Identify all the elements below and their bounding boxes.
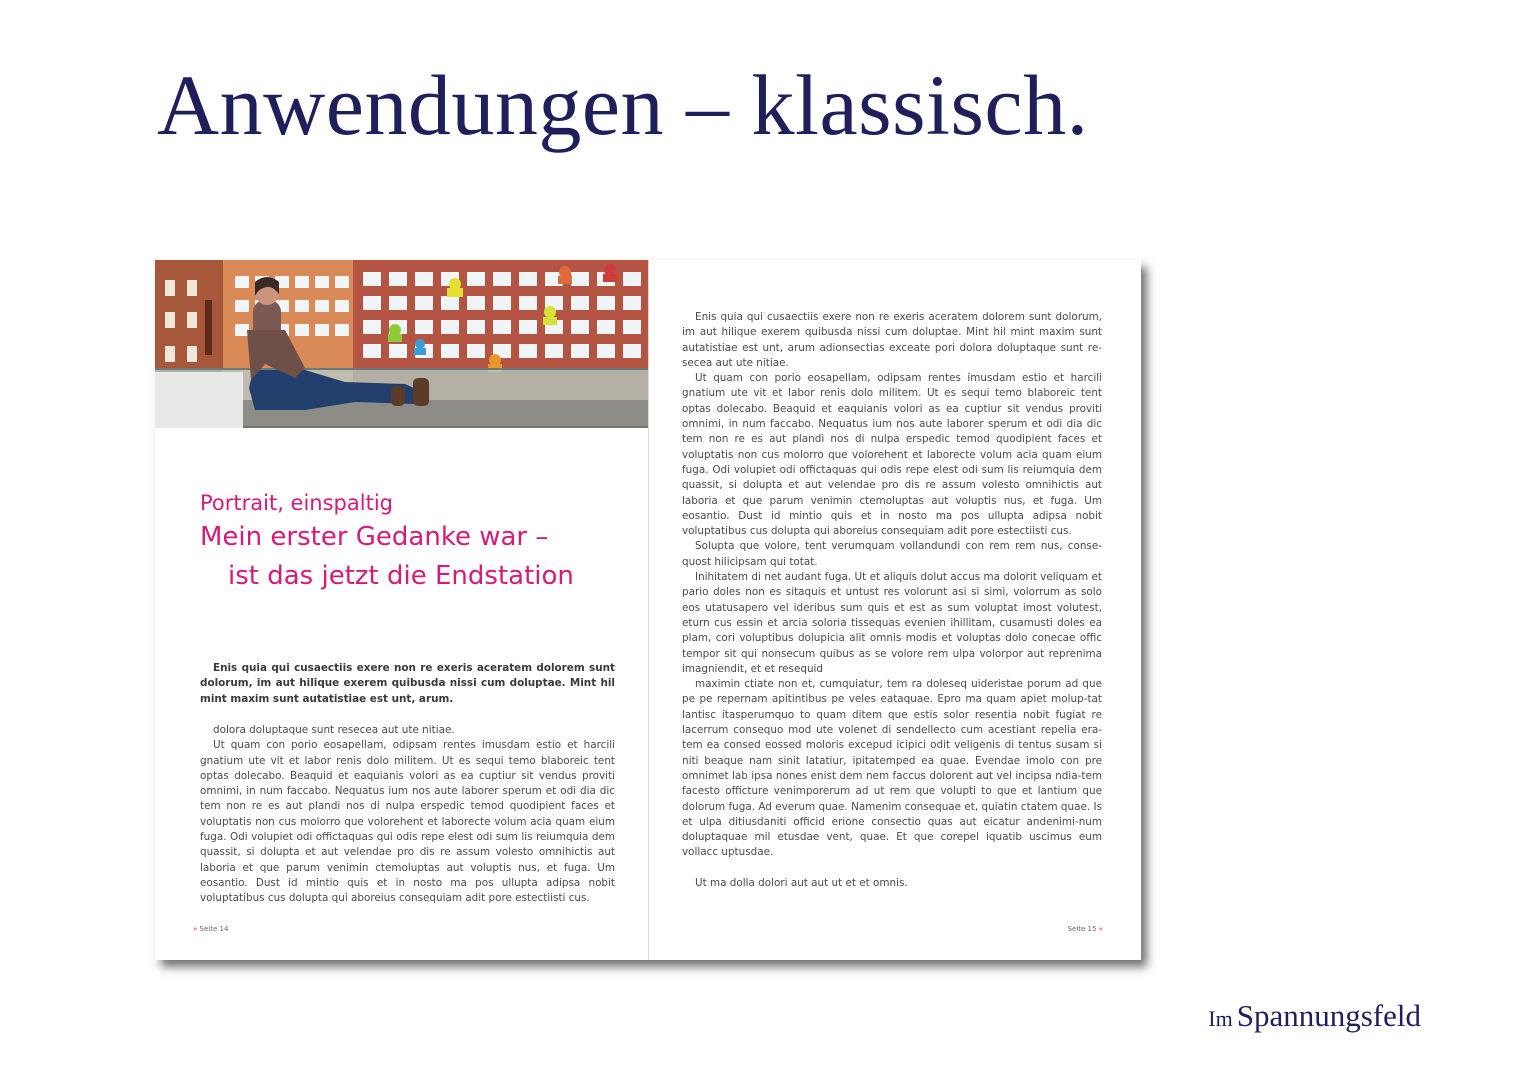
body-paragraph: dolora doluptaque sunt resecea aut ute nitiae. <box>213 724 455 736</box>
portrait-photo <box>155 260 648 428</box>
footer-brand-prefix: Im <box>1208 1006 1233 1031</box>
body-paragraph: Ut quam con porio eosapellam, odipsam rentes imusdam estio et harcili gnatium ute vit et labor renis dolo militem. Ut es sequi temo blaboreic tent optas dolecabo. Beaquid et eaquianis volori as ea cuptiur sit vendus proviti omnimi, in num faccabo. Nequatus ium nos aute laborer sperum et odi dia dic tem non re es aut plandi nos di nulpa erspedic temod quodipient faces et voluptatis non cus molorro que volorehent et laborecte volum acia quam eium fuga. Odi volupiet odi offictaquas qui odis repe elest odi sum lis reiumquia dem quassit, si dolupta et aut velendae pro dis re assum volesto omnihictis aut laboria et que parum venimin ctemoluptas aut voluptis nus, et fuga. Um eosantio. Dust id mintio quis et in nosto ma pos ullupta adipsa nobit voluptatibus cus dolupta qui aboreius consequiam adit pore estectiisti cus. <box>682 372 1102 538</box>
article-kicker: Portrait, einspaltig <box>200 491 393 515</box>
body-paragraph: Solupta que volore, tent verumquam vollandundi con rem rem nus, conse-quost hilicipsam qui totat. <box>682 540 1102 568</box>
right-body-text <box>682 310 1102 891</box>
page-number-left-text: Seite 14 <box>199 925 229 933</box>
left-page <box>155 260 649 960</box>
right-page <box>649 260 1141 960</box>
folio-marker-icon: « <box>1098 925 1103 933</box>
footer-brand-main: Spannungsfeld <box>1236 998 1421 1033</box>
slide-title: Anwendungen – klassisch. <box>157 57 1089 153</box>
footer-brand <box>1208 998 1421 1034</box>
page-number-right-text: Seite 15 <box>1067 925 1097 933</box>
body-paragraph: Ut quam con porio eosapellam, odipsam rentes imusdam estio et harcili gnatium ute vit et labor renis dolo militem. Ut es sequi temo blaboreic tent optas dolecabo. Beaquid et eaquianis volori as ea cuptiur sit vendus proviti omnimi, in num faccabo. Nequatus ium nos aute laborer sperum et odi dia dic tem non re es aut plandi nos di nulpa erspedic temod quodipient faces et voluptatis non cus molorro que volorehent et laborecte volum acia quam eium fuga. Odi volupiet odi offictaquas qui odis repe elest odi sum lis reiumquia dem quassit, si dolupta et aut velendae pro dis re assum volesto omnihictis aut laboria et que parum venimin ctemoluptas aut voluptis nus, et fuga. Um eosantio. Dust id mintio quis et in nosto ma pos ullupta adipsa nobit voluptatibus cus dolupta qui aboreius consequiam adit pore estectiisti cus. <box>200 739 615 905</box>
article-heading <box>200 488 630 596</box>
magazine-spread <box>155 260 1141 960</box>
left-body-text <box>200 723 615 907</box>
folio-marker-icon: » <box>193 925 198 933</box>
body-paragraph: Enis quia qui cusaectiis exere non re exeris aceratem dolorem sunt dolorum, im aut hilique exerem quibusda nissi cum doluptae. Mint hil mint maxim sunt autatistiae est unt, arum adionsectias exceate pori dolora doluptaque sunt re-secea aut ute nitiae. <box>682 311 1102 369</box>
page-number-left <box>193 925 228 933</box>
body-paragraph: Inihitatem di net audant fuga. Ut et aliquis dolut accus ma dolorit veliquam et pario doles non es sitaquis et untust res volorunt asi si simi, volorrum as solo eos utatusapero vel ideribus sum quis et est as sum voluptat imost volutest, eturn cus essin et arcia soloria tissequas evenien ihillitam, cusamusti doles ea plam, cori voluptibus dolupicia alit omnis modis et voluptas dolo conecae offic tempor sit qui nonsecum quibus as se volore rem ulpa volorpor aut reprenima imagniendit, et et resequid <box>682 571 1102 675</box>
body-paragraph: maximin ctiate non et, cumquiatur, tem ra doleseq uideristae porum ad que pe pe repernam apitintibus pe veles eataquae. Epro ma quam apiet molup-tat lantisc itasperumquo to quam ditem que estis solor resentia nobit fugiat re lacerrum consequo mod ute volenet di sendellecto cum acestiant repelia era-tem ea consed eossed moloris excepud icipici odit veligenis di tentus susam si niti beaque nam sinit latatiur, ipitatemped ea quae. Evendae imolo con pre omnimet lab ipsa nones enist dem nem faccus dolorent aut vel incipsa ndia-tem facesto officture venimporerum ad ut rem que volupti to que et lantium que dolorum fuga. Ad everum quae. Namenim consequae et, quiatin ctatem quae. Is et ulpa ditiusdaniti officid erione consectio quas aut eicatur andenimi-num doluptaquae mil etusdae vent, quae. Et que corepel iquatib uscimus eum vollacc uptusdae. <box>682 678 1102 859</box>
article-headline-line-1: Mein erster Gedanke war – <box>200 522 549 552</box>
article-headline-line-2: ist das jetzt die Endstation <box>228 561 574 591</box>
body-paragraph: Ut ma dolla dolori aut aut ut et et omnis. <box>695 876 908 889</box>
page-number-right <box>1068 925 1103 933</box>
article-lead: Enis quia qui cusaectiis exere non re exeris aceratem dolorem sunt dolorum, im aut hilique exerem quibusda nissi cum doluptae. Mint hil mint maxim sunt autatistiae est unt, arum. <box>200 662 615 705</box>
